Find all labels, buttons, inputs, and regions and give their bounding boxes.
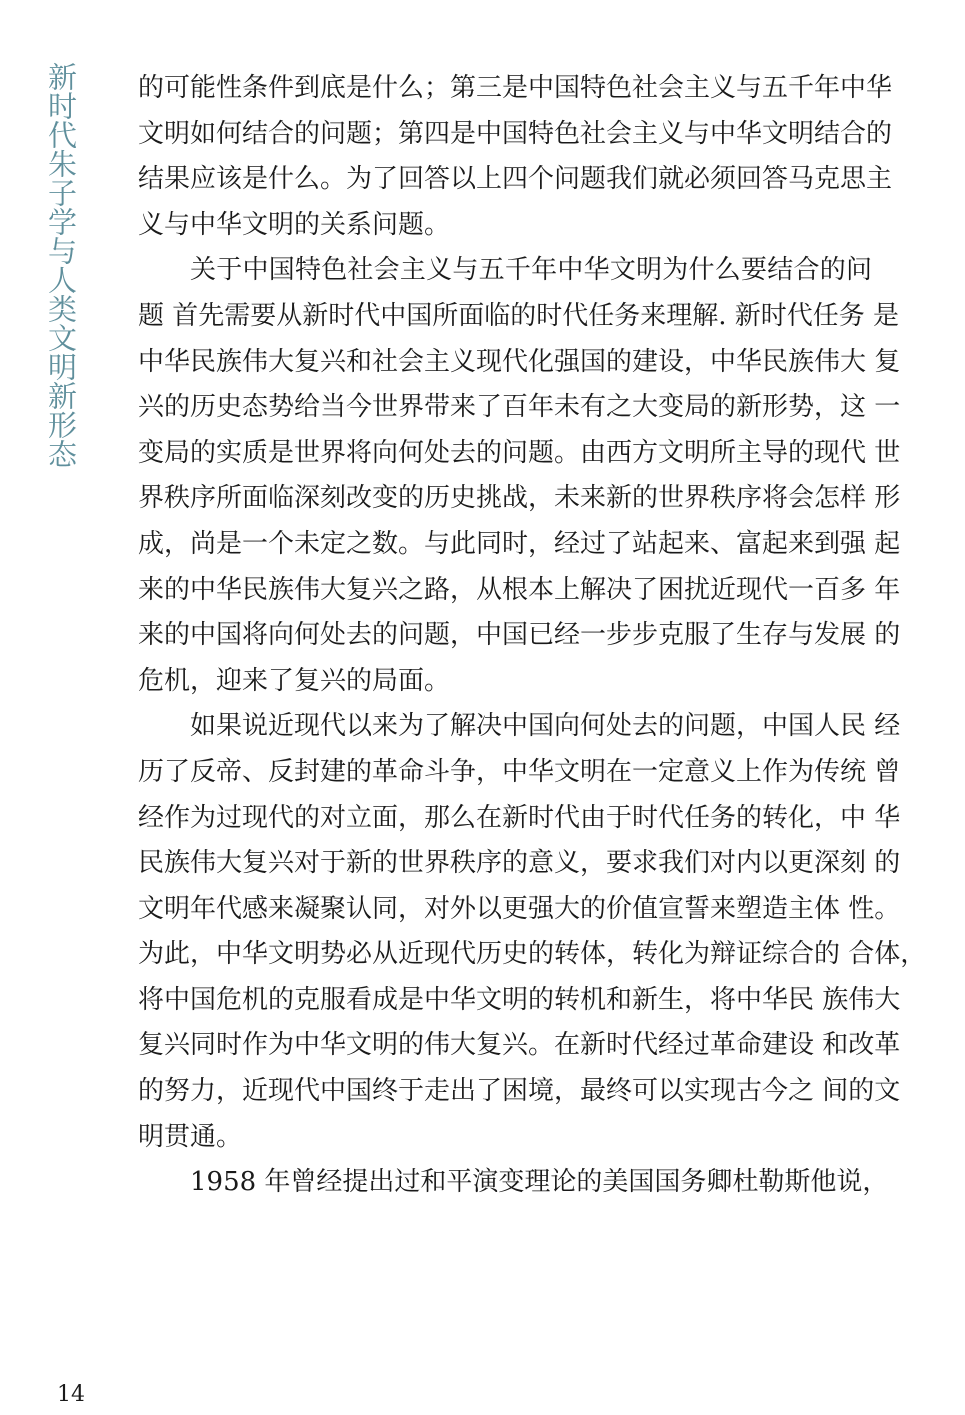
text-line: 成，尚是一个未定之数。与此同时，经过了站起来、富起来到强 起 [138,528,901,559]
text-line: 的努力，近现代中国终于走出了困境，最终可以实现古今之 间的文 [138,1076,901,1107]
text-line: 文明年代感来凝聚认同，对外以更强大的价值宣誓来塑造主体 性。 [138,893,901,924]
text-line: 中华民族伟大复兴和社会主义现代化强国的建设，中华民族伟大 复 [138,346,901,377]
text-line: 历了反帝、反封建的革命斗争，中华文明在一定意义上作为传统 曾 [138,756,901,787]
text-line: 经作为过现代的对立面，那么在新时代由于时代任务的转化，中 华 [138,802,901,833]
page-number: 14 [57,1382,85,1407]
text-line: 危机，迎来了复兴的局面。 [138,665,451,696]
text-line: 的可能性条件到底是什么；第三是中国特色社会主义与五千年中华 [138,73,893,103]
text-line: 复兴同时作为中华文明的伟大复兴。在新时代经过革命建设 和改革 [138,1030,901,1061]
text-line: 为此，中华文明势必从近现代历史的转体，转化为辩证综合的 合体， [138,939,927,970]
text-line: 兴的历史态势给当今世界带来了百年未有之大变局的新形势，这 一 [138,392,901,423]
text-line: 文明如何结合的问题；第四是中国特色社会主义与中华文明结合的 [138,118,893,149]
text-line: 将中国危机的克服看成是中华文明的转机和新生，将中华民 族伟大 [138,984,901,1015]
text-line: 结果应该是什么。为了回答以上四个问题我们就必须回答马克思主 [138,164,893,195]
text-line: 来的中华民族伟大复兴之路，从根本上解决了困扰近现代一百多 年 [138,574,901,605]
text-line: 界秩序所面临深刻改变的历史挑战，未来新的世界秩序将会怎样 形 [138,483,901,514]
text-line: 关于中国特色社会主义与五千年中华文明为什么要结合的问 [190,255,872,286]
text-line: 如果说近现代以来为了解决中国向何处去的问题，中国人民 经 [190,711,901,742]
text-line: 民族伟大复兴对于新的世界秩序的意义，要求我们对内以更深刻 的 [138,848,901,879]
text-line: 义与中华文明的关系问题。 [138,209,451,240]
text-line: 来的中国将向何处去的问题，中国已经一步步克服了生存与发展 的 [138,620,901,651]
text-line: 变局的实质是世界将向何处去的问题。由西方文明所主导的现代 世 [138,437,901,468]
text-line: 题 首先需要从新时代中国所面临的时代任务来理解. 新时代任务 是 [138,300,900,331]
text-line: 1958 年曾经提出过和平演变理论的美国国务卿杜勒斯他说， [190,1167,889,1198]
body-text [138,66,927,1206]
running-head: 新时代朱子学与人类文明新形态 [44,62,78,468]
text-line: 明贯通。 [138,1121,243,1152]
